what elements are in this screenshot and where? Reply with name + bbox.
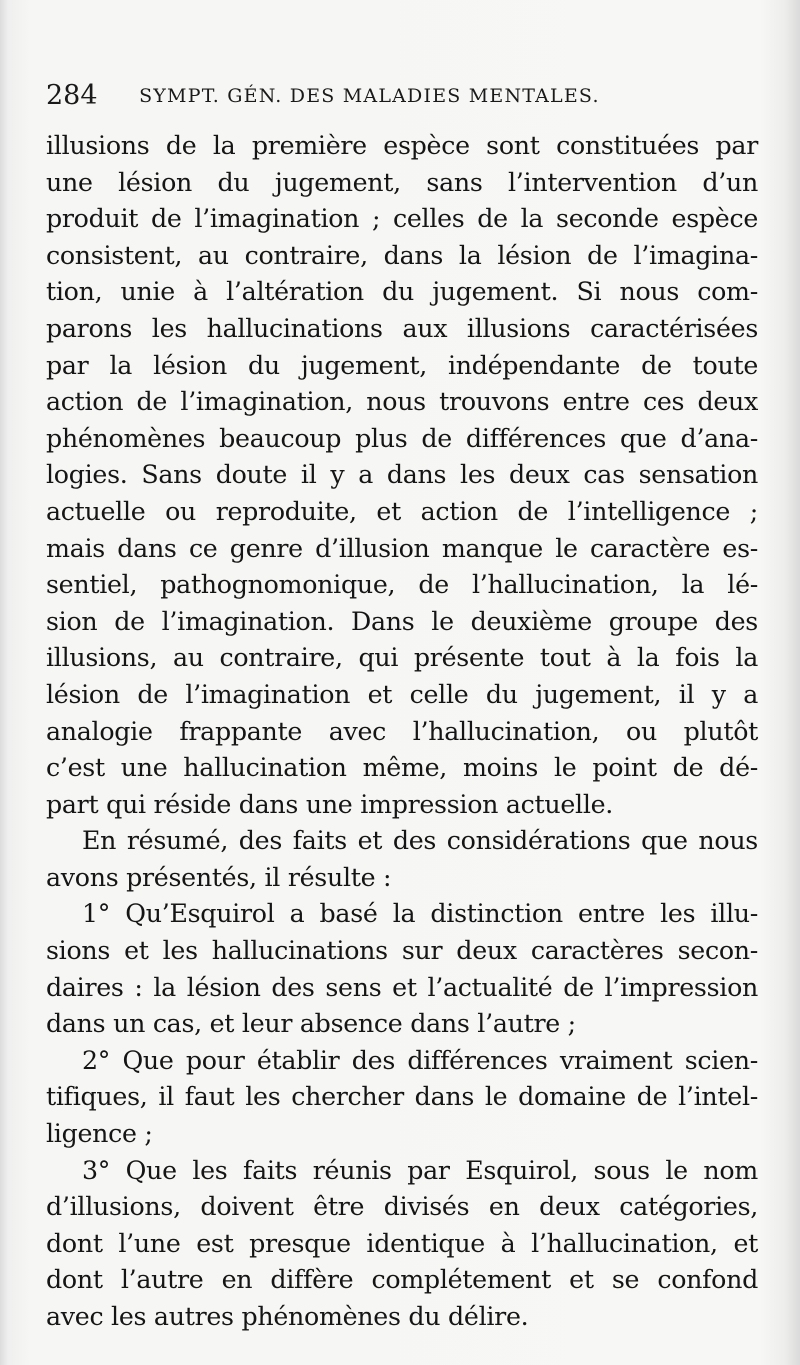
text-line: avec les autres phénomènes du délire. [46,1302,529,1331]
text-line: 2° Que pour établir des différences vraiment scien- [82,1045,758,1075]
text-line: sentiel, pathognomonique, de l’hallucination, la lé- [46,570,758,600]
text-line: tion, unie à l’altération du jugement. Si nous com- [46,277,758,307]
text-line: 1° Qu’Esquirol a basé la distinction entre les illu- [82,899,758,929]
text-line: dont l’autre en diffère complétement et se confond [46,1265,758,1295]
running-head [46,80,766,111]
text-line: actuelle ou reproduite, et action de l’intelligence ; [46,496,758,526]
text-line: illusions, au contraire, qui présente tout à la fois la [46,643,758,673]
text-line: d’illusions, doivent être divisés en deux catégories, [46,1192,758,1222]
text-line: tifiques, il faut les chercher dans le domaine de l’intel- [46,1082,758,1112]
text-line: sion de l’imagination. Dans le deuxième groupe des [46,606,758,636]
text-line: action de l’imagination, nous trouvons entre ces deux [46,387,758,417]
text-line: par la lésion du jugement, indépendante de toute [46,350,758,380]
page-number: 284 [46,80,98,111]
text-line: ligence ; [46,1119,153,1149]
text-line: lésion de l’imagination et celle du jugement, il y a [46,679,758,709]
text-line: daires : la lésion des sens et l’actualité de l’impression [46,972,758,1002]
text-line: c’est une hallucination même, moins le point de dé- [46,753,758,783]
running-title: SYMPT. GÉN. DES MALADIES MENTALES. [139,85,600,107]
text-line: consistent, au contraire, dans la lésion de l’imagina- [46,240,758,270]
body-text [46,128,758,1336]
text-line: produit de l’imagination ; celles de la seconde espèce [46,204,758,234]
text-line: dans un cas, et leur absence dans l’autre ; [46,1009,576,1039]
text-line: sions et les hallucinations sur deux caractères secon- [46,936,758,966]
text-line: En résumé, des faits et des considérations que nous [82,826,758,856]
text-line: parons les hallucinations aux illusions caractérisées [46,313,758,343]
text-line: analogie frappante avec l’hallucination, ou plutôt [46,716,758,746]
text-line: une lésion du jugement, sans l’intervention d’un [46,167,758,197]
text-line: illusions de la première espèce sont constituées par [46,131,758,160]
text-line: dont l’une est presque identique à l’hallucination, et [46,1228,758,1258]
text-line: avons présentés, il résulte : [46,862,392,892]
text-line: logies. Sans doute il y a dans les deux cas sensation [46,460,758,490]
text-line: 3° Que les faits réunis par Esquirol, sous le nom [82,1155,758,1185]
text-line: part qui réside dans une impression actuelle. [46,789,614,819]
text-line: phénomènes beaucoup plus de différences que d’ana- [46,423,758,453]
text-line: mais dans ce genre d’illusion manque le caractère es- [46,533,758,563]
